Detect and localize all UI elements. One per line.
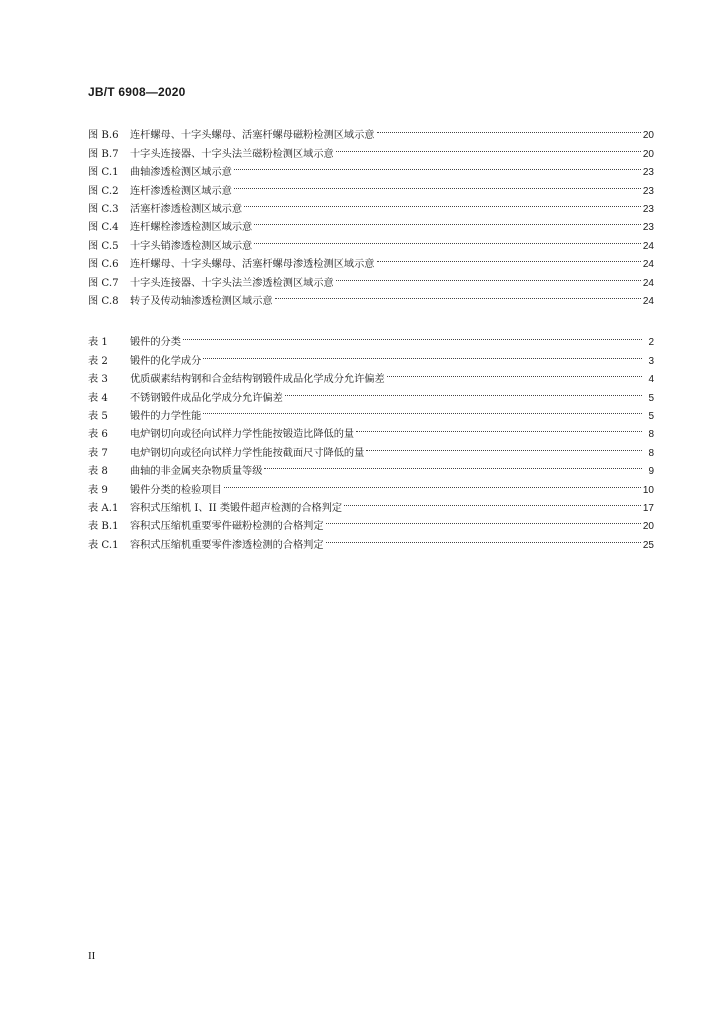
toc-entry-page: 2 [648,337,654,349]
toc-entry-prefix: 图 C.6 [88,259,119,271]
toc-entry-page: 23 [642,222,654,234]
figure-list [88,120,654,307]
dot-leader [254,212,641,230]
dot-leader [254,230,641,248]
toc-entry-title: 连杆渗透检测区域示意 [130,185,232,197]
toc-entry-page: 17 [642,502,654,514]
toc-entry-title: 连杆螺母、十字头螺母、活塞杆螺母磁粉检测区域示意 [130,130,375,142]
dot-leader [336,267,641,285]
toc-entry-title: 容积式压缩机重要零件渗透检测的合格判定 [130,539,324,551]
toc-entry-title: 十字头连接器、十字头法兰渗透检测区域示意 [130,277,334,289]
toc-entry-page: 5 [648,410,654,422]
dot-leader [344,493,641,511]
toc-entry-title: 不锈钢锻件成品化学成分允许偏差 [130,392,283,404]
toc-entry-prefix: 图 C.3 [88,203,119,215]
toc-entry-prefix: 图 B.6 [88,130,119,142]
toc-entry-prefix: 表 3 [88,374,108,386]
toc-entry-prefix: 表 1 [88,337,108,349]
dot-leader [244,194,641,212]
toc-entry-title: 容积式压缩机重要零件磁粉检测的合格判定 [130,521,324,533]
toc-entry-prefix: 图 B.7 [88,148,119,160]
dot-leader [224,474,641,492]
toc-entry-page: 23 [642,185,654,197]
toc-entry-prefix: 图 C.7 [88,277,119,289]
toc-entry-title: 曲轴渗透检测区域示意 [130,167,232,179]
toc-entry-page: 24 [642,277,654,289]
toc-entry-page: 8 [648,429,654,441]
toc-entry-prefix: 图 C.2 [88,185,119,197]
toc-figure-entry[interactable] [88,120,654,142]
toc-entry-title: 电炉钢切向或径向试样力学性能按锻造比降低的量 [130,429,355,441]
toc-entry-title: 容积式压缩机 I、II 类锻件超声检测的合格判定 [130,502,343,514]
toc-entry-title: 曲轴的非金属夹杂物质量等级 [130,466,263,478]
toc-entry-page: 4 [648,374,654,386]
toc-entry-prefix: 表 2 [88,355,108,367]
page-number: II [88,950,96,962]
toc-entry-prefix: 表 7 [88,447,108,459]
dot-leader [234,157,641,175]
toc-entry-page: 10 [642,484,654,496]
toc-entry-page: 24 [642,295,654,307]
toc-entry-page: 9 [648,466,654,478]
toc-entry-page: 23 [642,167,654,179]
toc-entry-page: 24 [642,240,654,252]
toc-entry-prefix: 表 4 [88,392,108,404]
toc-entry-page: 5 [648,392,654,404]
dot-leader [234,175,641,193]
toc-entry-page: 23 [642,203,654,215]
toc-entry-page: 20 [642,130,654,142]
toc-entry-prefix: 表 9 [88,484,108,496]
toc-entry-page: 20 [642,148,654,160]
table-list [88,327,654,551]
toc-entry-title: 转子及传动轴渗透检测区域示意 [130,295,273,307]
toc-entry-prefix: 图 C.8 [88,295,119,307]
dot-leader [377,249,641,267]
toc-entry-page: 20 [642,521,654,533]
dot-leader [203,345,642,363]
toc-entry-prefix: 表 C.1 [88,539,119,551]
toc-entry-title: 电炉钢切向或径向试样力学性能按截面尺寸降低的量 [130,447,365,459]
toc-entry-page: 3 [648,355,654,367]
dot-leader [264,456,642,474]
dot-leader [366,437,642,455]
dot-leader [356,419,642,437]
toc-entry-title: 连杆螺母、十字头螺母、活塞杆螺母渗透检测区域示意 [130,259,375,271]
toc-entry-prefix: 图 C.1 [88,167,119,179]
toc-entry-title: 活塞杆渗透检测区域示意 [130,203,243,215]
dot-leader [326,529,641,547]
dot-leader [183,327,642,345]
toc-entry-title: 锻件的力学性能 [130,410,202,422]
toc-entry-prefix: 表 8 [88,466,108,478]
toc-entry-title: 锻件的分类 [130,337,181,349]
toc-entry-prefix: 表 A.1 [88,502,119,514]
document-code: JB/T 6908—2020 [88,85,186,99]
dot-leader [203,401,642,419]
dot-leader [326,511,641,529]
toc-table-entry[interactable] [88,327,654,349]
dot-leader [387,364,642,382]
toc-entry-prefix: 图 C.4 [88,222,119,234]
toc-entry-page: 8 [648,447,654,459]
toc-entry-title: 十字头销渗透检测区域示意 [130,240,253,252]
toc-entry-page: 25 [642,539,654,551]
toc-entry-title: 十字头连接器、十字头法兰磁粉检测区域示意 [130,148,334,160]
toc-entry-prefix: 表 5 [88,410,108,422]
toc-entry-prefix: 表 6 [88,429,108,441]
toc-entry-title: 锻件的化学成分 [130,355,202,367]
toc-entry-title: 优质碳素结构钢和合金结构钢锻件成品化学成分允许偏差 [130,374,385,386]
toc-entry-page: 24 [642,259,654,271]
toc-entry-prefix: 图 C.5 [88,240,119,252]
dot-leader [285,382,642,400]
toc-entry-title: 锻件分类的检验项目 [130,484,222,496]
toc-entry-prefix: 表 B.1 [88,521,119,533]
dot-leader [336,138,641,156]
dot-leader [377,120,641,138]
toc-entry-title: 连杆螺栓渗透检测区域示意 [130,222,253,234]
dot-leader [275,286,641,304]
